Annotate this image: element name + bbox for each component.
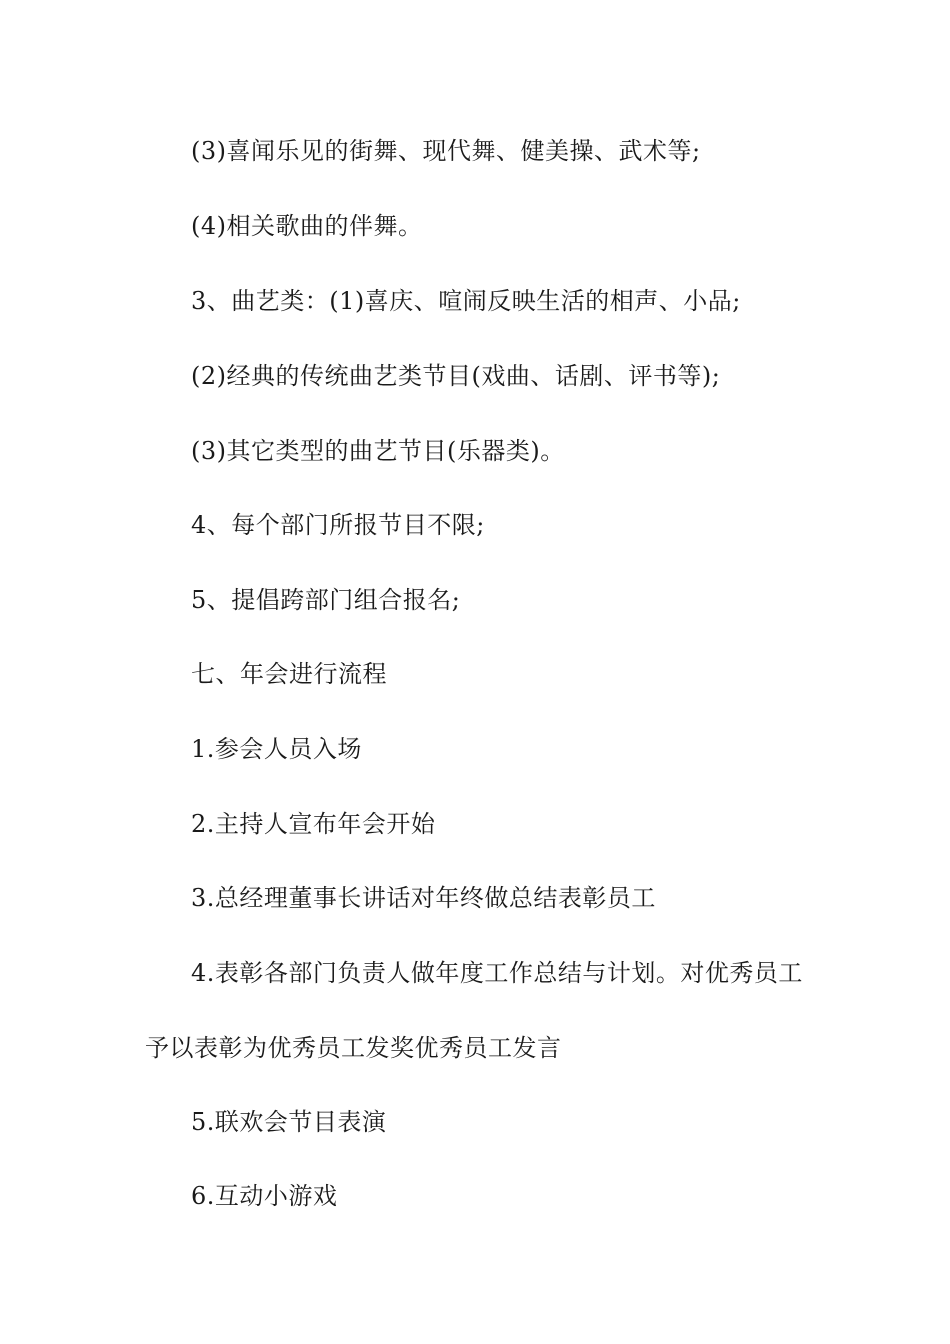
list-item: 3.总经理董事长讲话对年终做总结表彰员工 bbox=[191, 884, 656, 912]
list-item: 1.参会人员入场 bbox=[191, 735, 362, 763]
section-heading: 七、年会进行流程 bbox=[191, 660, 387, 688]
paragraph-line: (2)经典的传统曲艺类节目(戏曲、话剧、评书等); bbox=[191, 362, 721, 390]
paragraph-line: 5、提倡跨部门组合报名; bbox=[191, 586, 461, 614]
list-item: 2.主持人宣布年会开始 bbox=[191, 810, 436, 838]
paragraph-line: 3、曲艺类：(1)喜庆、喧闹反映生活的相声、小品; bbox=[191, 287, 741, 315]
list-item: 5.联欢会节目表演 bbox=[191, 1108, 387, 1136]
list-item: 4.表彰各部门负责人做年度工作总结与计划。对优秀员工 bbox=[191, 959, 803, 987]
paragraph-line: (4)相关歌曲的伴舞。 bbox=[191, 212, 423, 240]
list-item-continuation: 予以表彰为优秀员工发奖优秀员工发言 bbox=[145, 1034, 562, 1062]
paragraph-line: (3)其它类型的曲艺节目(乐器类)。 bbox=[191, 437, 565, 465]
paragraph-line: (3)喜闻乐见的街舞、现代舞、健美操、武术等; bbox=[191, 137, 701, 165]
paragraph-line: 4、每个部门所报节目不限; bbox=[191, 511, 485, 539]
list-item: 6.互动小游戏 bbox=[191, 1182, 338, 1210]
